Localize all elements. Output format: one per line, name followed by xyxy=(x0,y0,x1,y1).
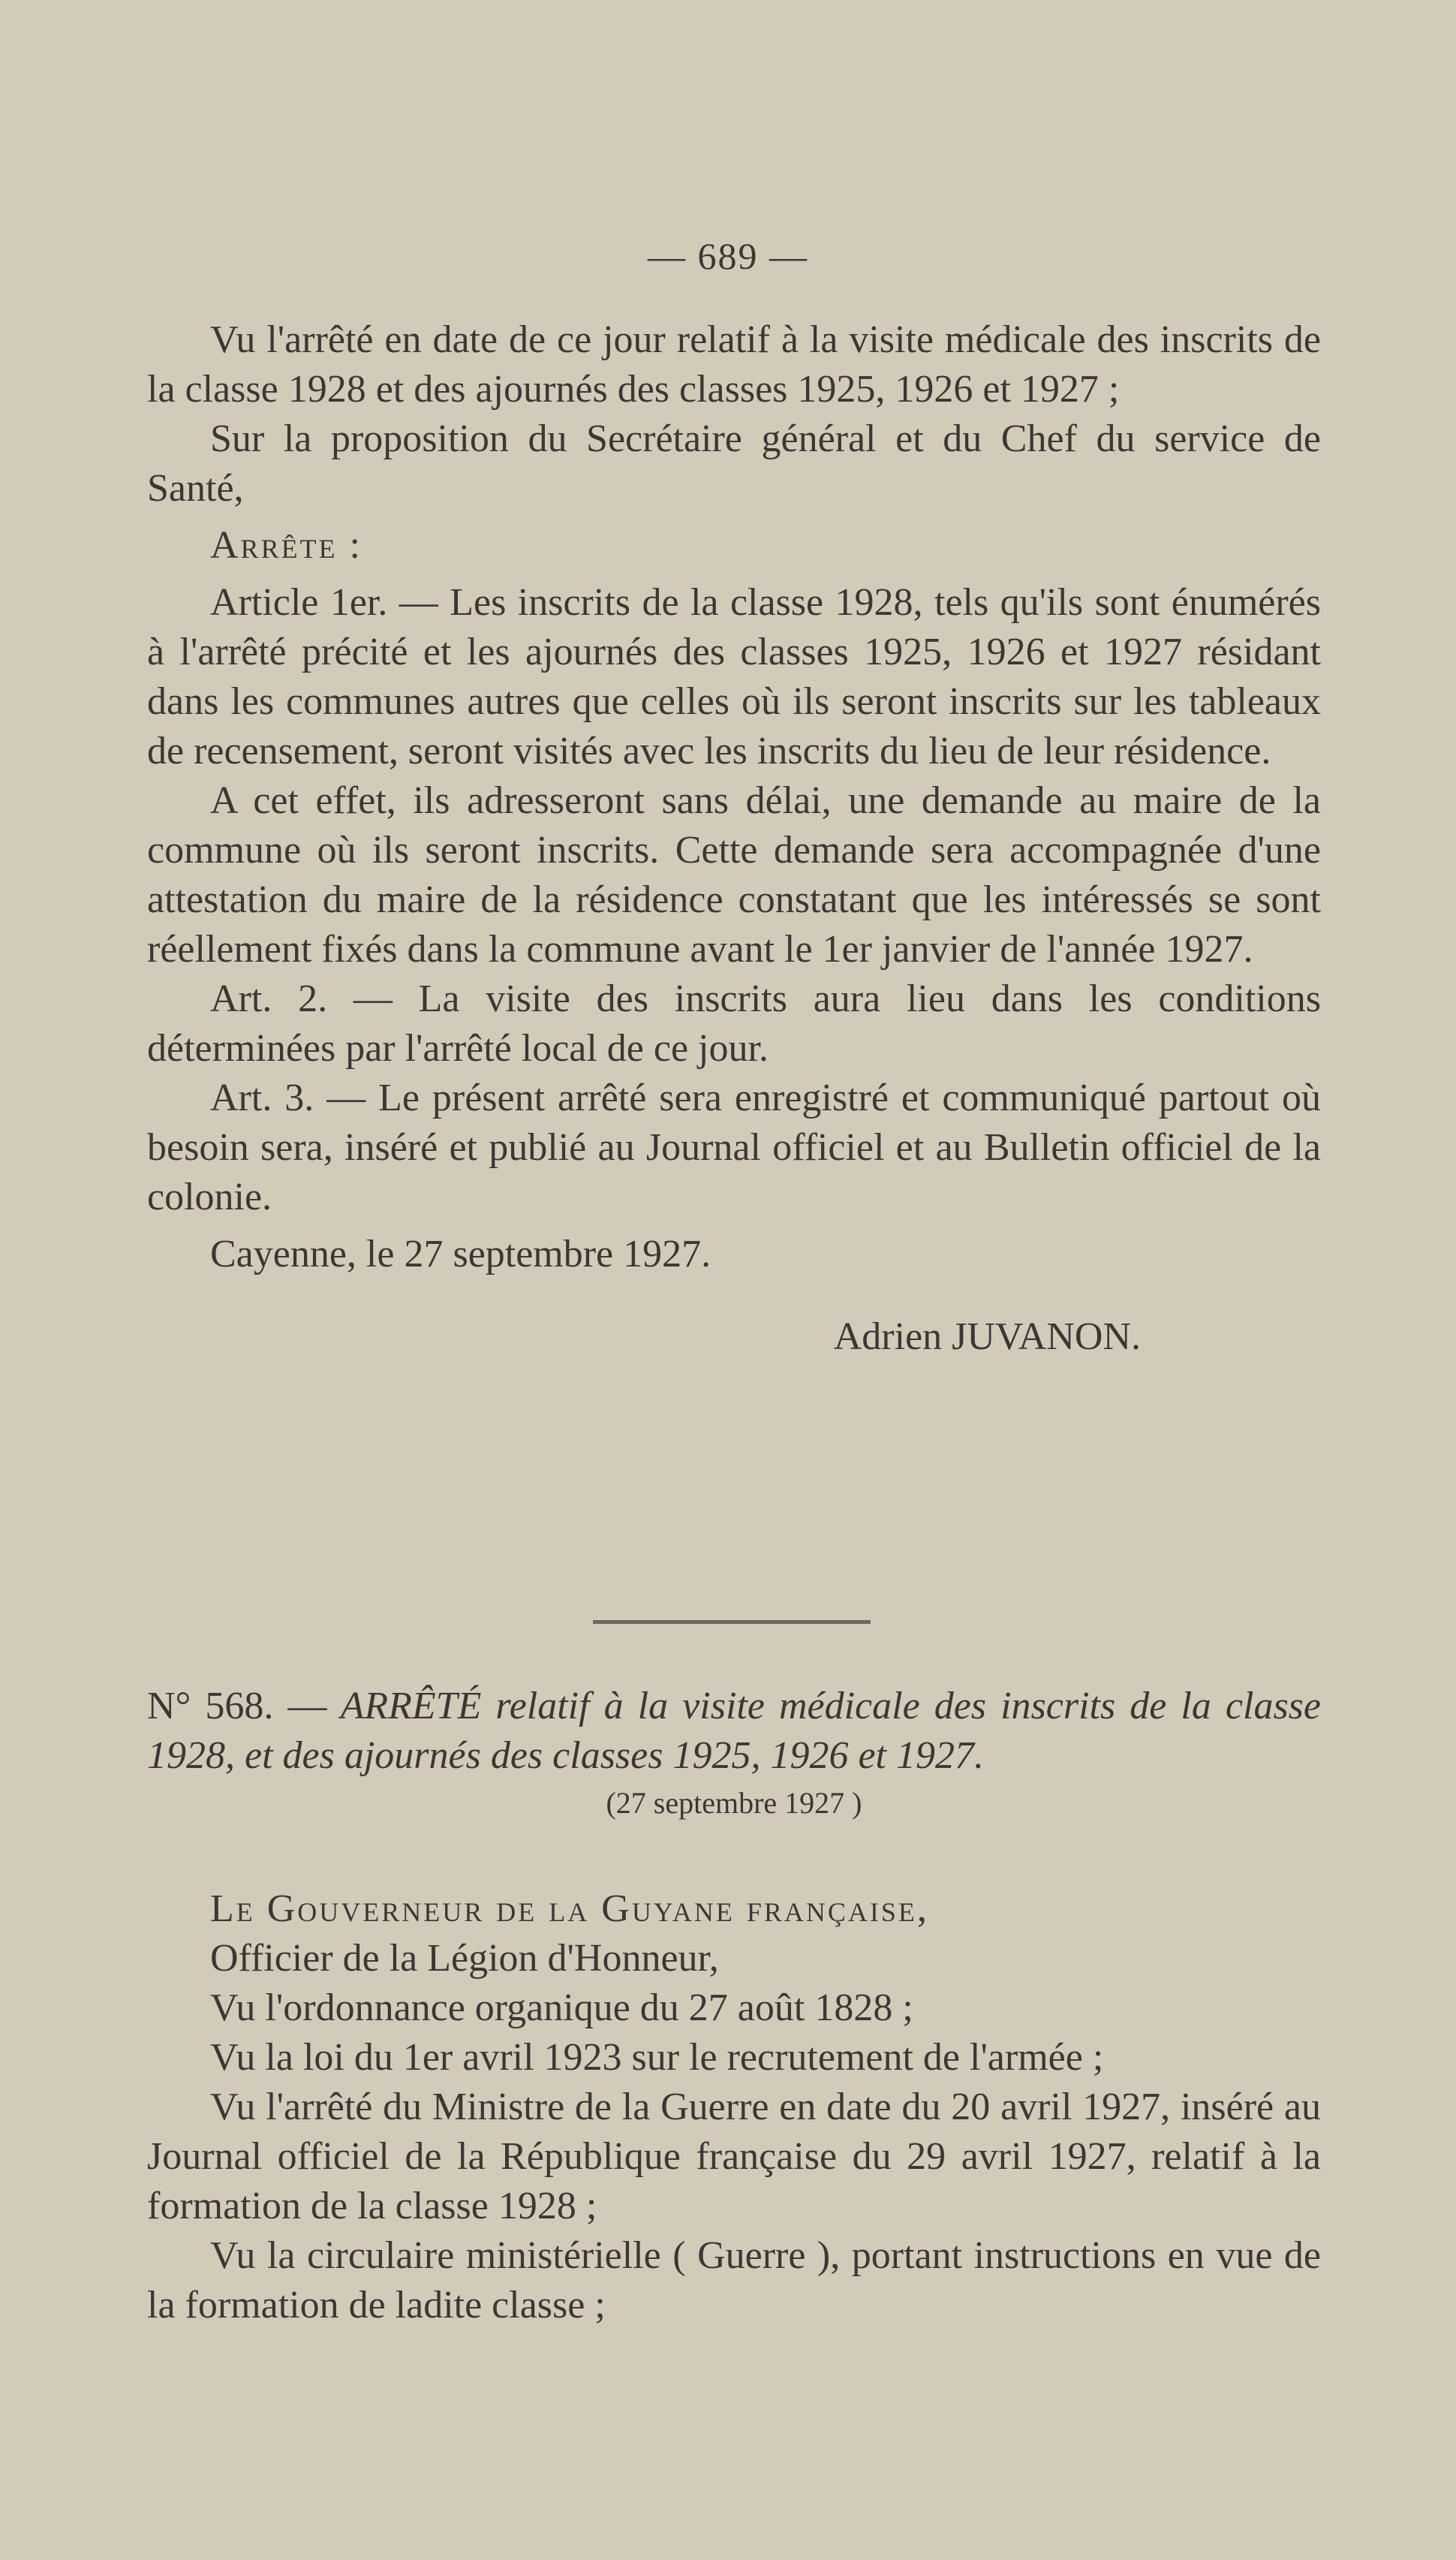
decree-number: N° 568. — xyxy=(147,1685,327,1727)
place-date: Cayenne, le 27 septembre 1927. xyxy=(210,1233,711,1275)
legion-line: Officier de la Légion d'Honneur, xyxy=(210,1937,719,1980)
decree-continuation xyxy=(147,315,1321,1362)
decree-568 xyxy=(147,1682,1321,1826)
decree-title: ARRÊTÉ relatif à la visite médicale des inscrits de la classe 1928, et des ajournés des classes 1925, 1926 et 1927. xyxy=(147,1685,1322,1777)
decree-date: (27 septembre 1927 ) xyxy=(606,1786,862,1820)
article-3: Art. 3. — Le présent arrêté sera enregistré et communiqué partout où besoin sera, inséré et publié au Journal officiel et au Bulletin officiel de la colonie. xyxy=(147,1077,1321,1218)
section-divider xyxy=(593,1620,871,1624)
article-1: Article 1er. — Les inscrits de la classe 1928, tels qu'ils sont énumérés à l'arrêté précité et les ajournés des classes 1925, 1926 et 1927 résidant dans les communes autres que celles où ils seront inscrits sur les tableaux de recensement, seront visités avec les inscrits du lieu de leur résidence. xyxy=(147,581,1321,773)
visa-ordonnance: Vu l'ordonnance organique du 27 août 1828 ; xyxy=(210,1986,913,2029)
article-2: Art. 2. — La visite des inscrits aura lieu dans les conditions déterminées par l'arrêté local de ce jour. xyxy=(147,977,1321,1070)
visa-paragraph-2: Sur la proposition du Secrétaire général et du Chef du service de Santé, xyxy=(147,417,1321,510)
decree-568-body xyxy=(147,1884,1321,2330)
visa-circulaire: Vu la circulaire ministérielle ( Guerre ), portant instructions en vue de la formation de ladite classe ; xyxy=(147,2234,1321,2327)
visa-paragraph-1: Vu l'arrêté en date de ce jour relatif à la visite médicale des inscrits de la classe 1928 et des ajournés des classes 1925, 1926 et 1927 ; xyxy=(147,318,1321,411)
signature: Adrien JUVANON. xyxy=(833,1315,1141,1358)
visa-loi: Vu la loi du 1er avril 1923 sur le recrutement de l'armée ; xyxy=(210,2036,1104,2079)
governor-line: Le Gouverneur de la Guyane française, xyxy=(210,1887,929,1930)
arrete-heading: Arrête : xyxy=(210,524,362,567)
page-number: — 689 — xyxy=(648,235,808,277)
article-1-continued: A cet effet, ils adresseront sans délai, une demande au maire de la commune où ils seront inscrits. Cette demande sera accompagnée d'une attestation du maire de la résidence constatant que les intéressés se sont réellement fixés dans la commune avant le 1er janvier de l'année 1927. xyxy=(147,779,1321,971)
visa-arrete-ministre: Vu l'arrêté du Ministre de la Guerre en date du 20 avril 1927, inséré au Journal officiel de la République française du 29 avril 1927, relatif à la formation de la classe 1928 ; xyxy=(147,2086,1321,2227)
decree-heading xyxy=(147,1682,1321,1781)
